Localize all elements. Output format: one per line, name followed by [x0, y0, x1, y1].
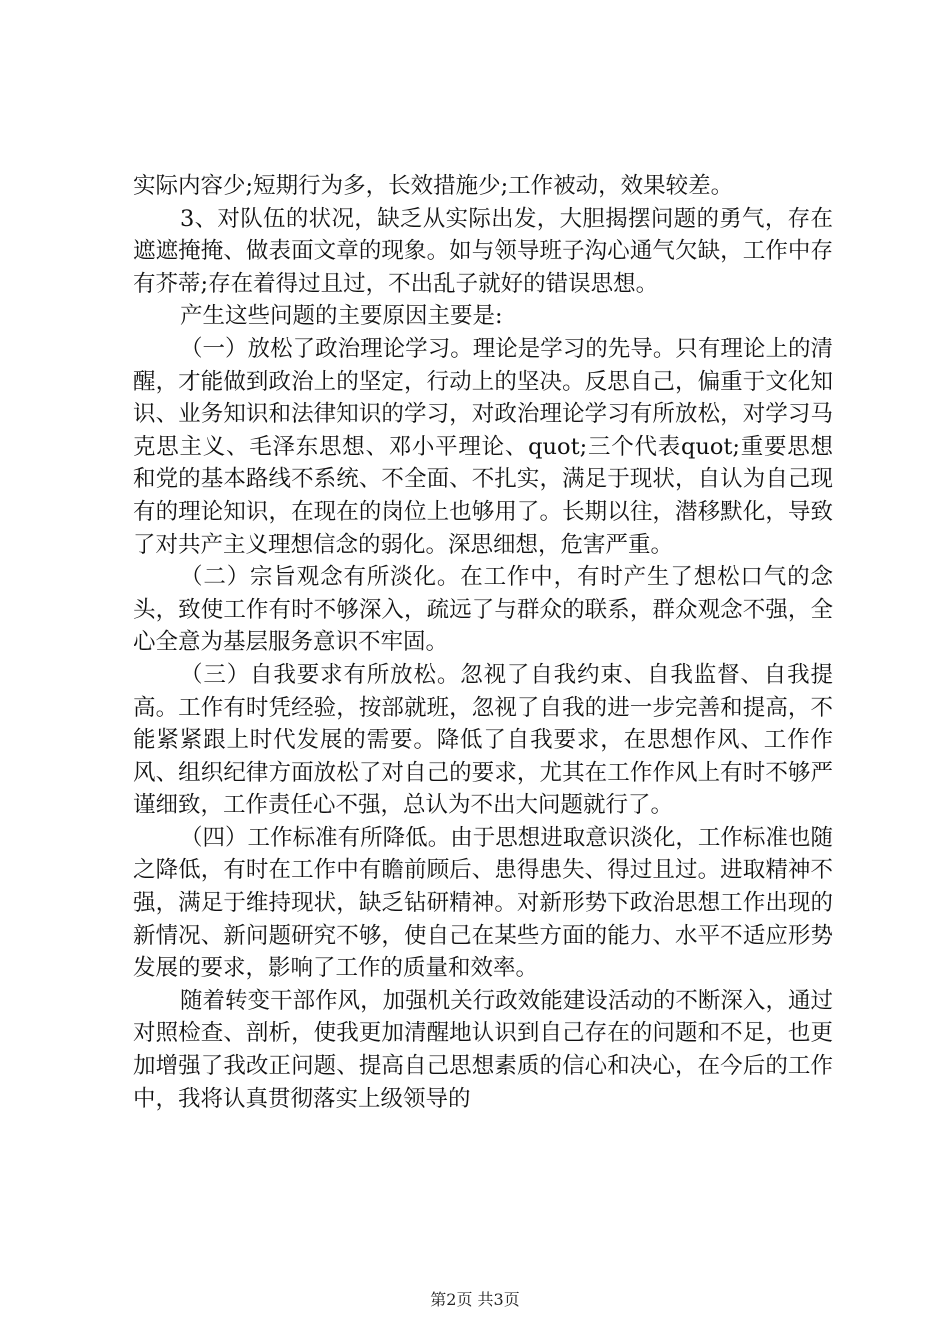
- page-footer: 第2页 共3页: [430, 1290, 520, 1309]
- paragraph-item-3: 3、对队伍的状况，缺乏从实际出发，大胆揭摆问题的勇气，存在遮遮掩掩、做表面文章的现象。如与领导班子沟心通气欠缺，工作中存有芥蒂;存在着得过且过，不出乱子就好的错误思想。: [133, 205, 833, 297]
- paragraph-cause-1: （一）放松了政治理论学习。理论是学习的先导。只有理论上的清醒，才能做到政治上的坚定，行动上的坚决。反思自己，偏重于文化知识、业务知识和法律知识的学习，对政治理论学习有所放松，对学习马克思主义、毛泽东思想、邓小平理论、quot;三个代表quot;重要思想和党的基本路线不系统、不全面、不扎实，满足于现状，自认为自己现有的理论知识，在现在的岗位上也够用了。长期以往，潜移默化，导致了对共产主义理想信念的弱化。深思细想，危害严重。: [133, 335, 833, 558]
- document-body: [133, 170, 833, 1115]
- paragraph-cause-4: （四）工作标准有所降低。由于思想进取意识淡化，工作标准也随之降低，有时在工作中有瞻前顾后、患得患失、得过且过。进取精神不强，满足于维持现状，缺乏钻研精神。对新形势下政治思想工作出现的新情况、新问题研究不够，使自己在某些方面的能力、水平不适应形势发展的要求，影响了工作的质量和效率。: [133, 824, 833, 982]
- paragraph-conclusion: 随着转变干部作风，加强机关行政效能建设活动的不断深入，通过对照检查、剖析，使我更加清醒地认识到自己存在的问题和不足，也更加增强了我改正问题、提高自己思想素质的信心和决心，在今后的工作中，我将认真贯彻落实上级领导的: [133, 987, 833, 1112]
- paragraph-cause-3: （三）自我要求有所放松。忽视了自我约束、自我监督、自我提高。工作有时凭经验，按部就班，忽视了自我的进一步完善和提高，不能紧紧跟上时代发展的需要。降低了自我要求，在思想作风、工作作风、组织纪律方面放松了对自己的要求，尤其在工作作风上有时不够严谨细致，工作责任心不强，总认为不出大问题就行了。: [133, 661, 833, 819]
- paragraph-causes-intro: 产生这些问题的主要原因主要是:: [180, 303, 503, 330]
- paragraph-cause-2: （二）宗旨观念有所淡化。在工作中，有时产生了想松口气的念头，致使工作有时不够深入，疏远了与群众的联系，群众观念不强，全心全意为基层服务意识不牢固。: [133, 564, 833, 656]
- paragraph-continuation: 实际内容少;短期行为多，长效措施少;工作被动，效果较差。: [133, 173, 734, 199]
